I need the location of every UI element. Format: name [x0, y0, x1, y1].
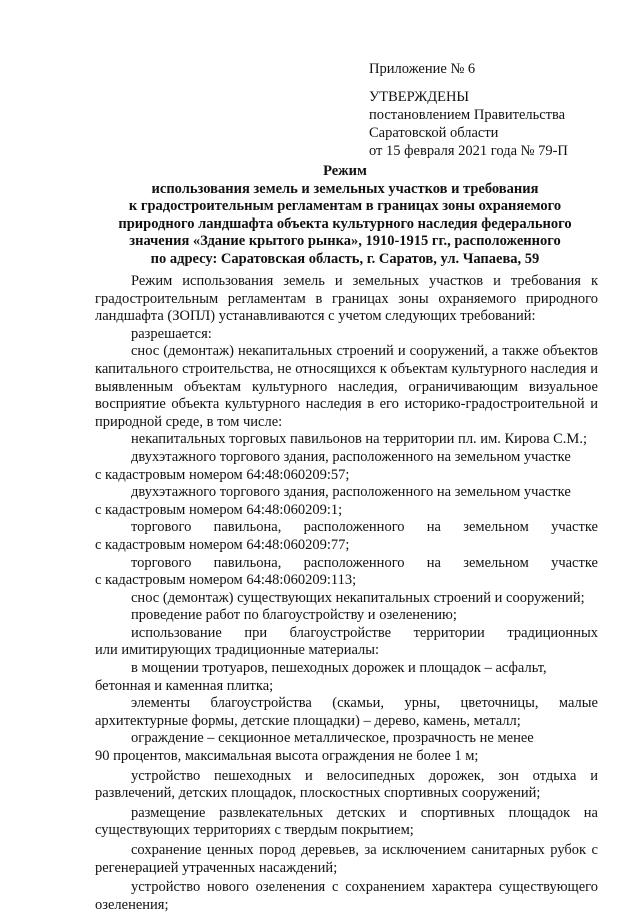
word: элементы	[131, 695, 191, 712]
title-line: значения «Здание крытого рынка», 1910-1915 гг., расположенного	[129, 233, 561, 249]
list-item	[95, 625, 598, 643]
list-item: устройство пешеходных и велосипедных дорожек, зон отдыха и развлечений, детских площадок, плоскостных спортивных сооружений;	[95, 767, 598, 802]
document-body	[95, 273, 598, 914]
word: на	[426, 519, 441, 536]
word: расположенного	[303, 554, 405, 571]
list-item	[95, 555, 598, 573]
list-item-cont: или имитирующих традиционные материалы:	[95, 642, 380, 659]
list-item-cont: бетонная и каменная плитка;	[95, 677, 274, 694]
list-item-cont: с кадастровым номером 64:48:060209:113;	[95, 572, 357, 589]
word: земельном	[463, 554, 529, 571]
list-item-cont: с кадастровым номером 64:48:060209:57;	[95, 466, 350, 483]
title-line: использования земель и земельных участков и требования	[151, 180, 539, 197]
list-item-cont: с кадастровым номером 64:48:060209:1;	[95, 501, 343, 518]
word: урны,	[404, 695, 441, 712]
word: традиционных	[507, 624, 598, 641]
list-item: ограждение – секционное металлическое, прозрачность не менее	[131, 730, 534, 747]
list-item: двухэтажного торгового здания, расположенного на земельном участке	[131, 484, 571, 501]
demolition-paragraph: снос (демонтаж) некапитальных строений и сооружений, а также объектов капитального строительства, не относящихся к объектам культурного наследия и выявленным объектам культурного наследия, ограничивающим визуальное восприятие объекта культурного наследия в его историко-градостроительной и природной среде, в том числе:	[95, 343, 598, 430]
title-line: по адресу: Саратовская область, г. Саратов, ул. Чапаева, 59	[150, 250, 540, 267]
list-item: некапитальных торговых павильонов на территории пл. им. Кирова С.М.;	[131, 431, 587, 448]
list-item: сохранение ценных пород деревьев, за исключением санитарных рубок с регенерацией утраченных насаждений;	[95, 842, 598, 876]
approval-line-3: от 15 февраля 2021 года № 79-П	[369, 143, 568, 159]
word: земельном	[463, 519, 529, 536]
word: участке	[551, 554, 598, 571]
list-item: размещение развлекательных детских и спортивных площадок на существующих территориях с твердым покрытием;	[95, 804, 598, 839]
approval-block	[369, 60, 629, 160]
approved-label: УТВЕРЖДЕНЫ	[369, 89, 470, 105]
word: (скамьи,	[332, 695, 384, 712]
word: благоустройства	[210, 695, 312, 712]
approval-line-1: постановлением Правительства	[369, 107, 566, 123]
annex-number: Приложение № 6	[369, 61, 476, 77]
list-item-cont: с кадастровым номером 64:48:060209:77;	[95, 536, 350, 553]
word: участке	[551, 519, 598, 536]
word: при	[244, 624, 268, 641]
approval-line-2: Саратовской области	[369, 125, 499, 141]
word: использование	[131, 624, 222, 641]
word: на	[426, 554, 441, 571]
word: цветочницы,	[460, 695, 539, 712]
word: павильона,	[213, 519, 282, 536]
list-item	[95, 519, 598, 537]
list-item: проведение работ по благоустройству и озеленению;	[131, 607, 457, 624]
document-title	[95, 163, 595, 268]
word: территории	[413, 624, 485, 641]
allowed-label: разрешается:	[131, 325, 212, 342]
word: малые	[558, 695, 598, 712]
title-line: Режим	[323, 163, 367, 179]
title-line: природного ландшафта объекта культурного наследия федерального	[118, 215, 572, 232]
list-item: устройство нового озеленения с сохранением характера существующего озеленения;	[95, 879, 598, 913]
list-item: двухэтажного торгового здания, расположенного на земельном участке	[131, 448, 571, 465]
word: торгового	[131, 554, 192, 571]
list-item	[95, 695, 598, 713]
list-item-cont: 90 процентов, максимальная высота ограждения не более 1 м;	[95, 748, 479, 765]
word: павильона,	[213, 554, 282, 571]
intro-paragraph: Режим использования земель и земельных участков и требования к градостроительным регламентам в границах зоны охраняемого природного ландшафта (ЗОПЛ) устанавливаются с учетом следующих требований:	[95, 273, 598, 325]
word: расположенного	[303, 519, 405, 536]
word: благоустройстве	[289, 624, 392, 641]
word: торгового	[131, 519, 192, 536]
title-line: к градостроительным регламентам в границах зоны охраняемого	[128, 198, 562, 214]
list-item: в мощении тротуаров, пешеходных дорожек и площадок – асфальт,	[131, 660, 547, 677]
list-item: снос (демонтаж) существующих некапитальных строений и сооружений;	[131, 589, 585, 606]
list-item-cont: архитектурные формы, детские площадки) – дерево, камень, металл;	[95, 712, 521, 729]
